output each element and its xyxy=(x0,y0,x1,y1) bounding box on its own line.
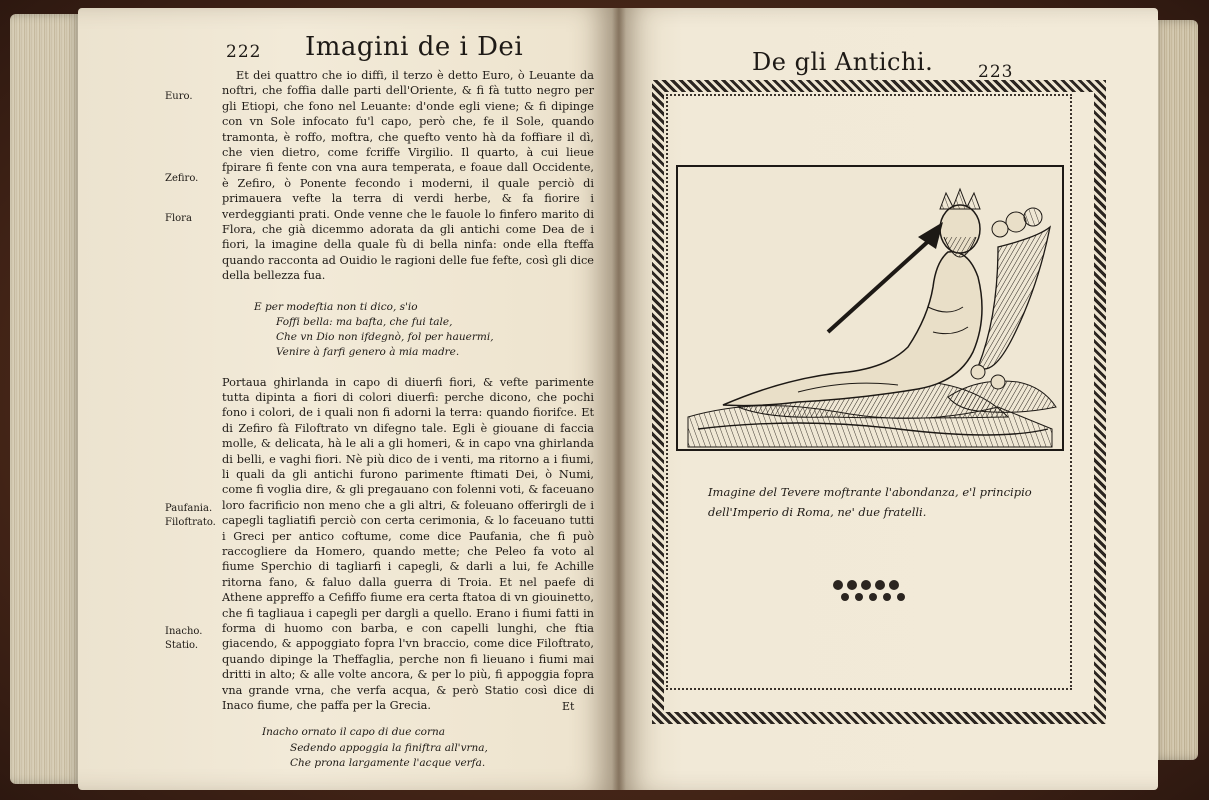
margin-note-euro: Euro. xyxy=(165,91,193,102)
verse-line: Venire à farfi genero à mia madre. xyxy=(276,346,460,359)
catchword: Et xyxy=(562,700,575,713)
margin-note-flora: Flora xyxy=(165,213,192,224)
verse-flora xyxy=(254,300,594,361)
verse-line: Che prona largamente l'acque verfa. xyxy=(290,756,486,769)
left-running-title: Imagini de i Dei xyxy=(305,32,524,62)
margin-note-statio: Statio. xyxy=(165,640,199,651)
book-gutter xyxy=(612,8,626,790)
verse-line: Che vn Dio non ifdegnò, fol per hauermi, xyxy=(276,331,494,344)
fleuron-ornament xyxy=(828,575,910,605)
illustration-caption: Imagine del Tevere moftrante l'abondanza, e'l principio dell'Imperio di Roma, ne' due fratelli. xyxy=(708,485,1032,519)
verse-line: Sedendo appoggia la finiftra all'vrna, xyxy=(290,741,488,754)
left-page-edges xyxy=(10,14,82,784)
woodcut-illustration-tiber xyxy=(676,165,1064,451)
left-page-body xyxy=(222,68,594,771)
river-god-figure xyxy=(678,167,1062,449)
paragraph-rivers: Portaua ghirlanda in capo di diuerfi fiori, & vefte parimente tutta dipinta a fiori di colori diuerfi: perche dicono, che pochi fono i colori, de i quali non fi adorni la terra: quando fiorifce. Et di Zefiro fà Filoftrato vn difegno tale. Egli è giouane di faccia molle, & delicata, hà le ali a gli homeri, & in capo vna ghirlanda di belli, e vaghi fiori. Nè più dico de i venti, ma ritorno a i fiumi, li quali da gli antichi furono parimente ftimati Dei, ò Numi, come fi voglia dire, & gli pregauano con folenni voti, & faceuano loro facrificio non meno che a gli altri, & foleuano offerirgli de i capegli tagliatifi perciò con certa cerimonia, & lo faceuano tutti i Greci per antico coftume, come dice Paufania, che fi può raccogliere da Homero, quando mette; che Peleo fa voto al fiume Sperchio di tagliarfi i capegli, & darli a lui, fe Achille ritorna fano, & faluo dalla guerra di Troia. Et nel paefe di Athene appreffo a Cefiffo fiume era certa ftatoa di vn giouinetto, che fi tagliaua i capegli per dargli a quello. Erano i fiumi fatti in forma di huomo con barba, e con capelli lunghi, che ftia giacendo, & appoggiato fopra l'vn braccio, come dice Filoftrato, quando dipinge la Theffaglia, perche non fi lieuano i fiumi mai dritti in alto; & alle volte ancora, & per lo più, fi appoggia fopra vna grande vrna, che verfa acqua, & però Statio così dice di Inaco fiume, che paffa per la Grecia. xyxy=(222,375,594,713)
left-page-number: 222 xyxy=(226,42,262,62)
margin-note-filostrato: Filoftrato. xyxy=(165,517,216,528)
margin-note-pausania: Paufania. xyxy=(165,503,213,514)
margin-note-inacho: Inacho. xyxy=(165,626,203,637)
verse-line: E per modeftia non ti dico, s'io xyxy=(254,300,418,313)
margin-note-zefiro: Zefiro. xyxy=(165,173,199,184)
verse-inacho xyxy=(262,725,594,771)
paragraph-winds: Et dei quattro che io diffi, il terzo è detto Euro, ò Leuante da noftri, che foffia dalle parti dell'Oriente, & fi fà tutto negro per gli Etiopi, che fono nel Leuante: d'onde egli viene; & fi dipinge con vn Sole infocato fu'l capo, però che, fe il Sole, quando tramonta, è roffo, moftra, che quefto vento hà da foffiare il dì, che vien dietro, come fcriffe Virgilio. Il quarto, à cui lieue fpirare fi fente con vna aura temperata, e foaue dall Occidente, è Zefiro, ò Ponente fecondo i moderni, il quale perciò di primauera vefte la terra di verdi herbe, & fa fiorire i verdeggianti prati. Onde venne che le fauole lo finfero marito di Flora, che già dicemmo adorata da gli antichi come Dea de i fiori, la imagine della quale fù di bella ninfa: onde ella fteffa quando racconta ad Ouidio le ragioni delle fue fefte, così gli dice della bellezza fua. xyxy=(222,69,594,283)
right-page-number: 223 xyxy=(978,62,1014,82)
verse-line: Foffi bella: ma bafta, che fui tale, xyxy=(276,315,453,328)
right-running-title: De gli Antichi. xyxy=(752,48,934,76)
verse-line: Inacho ornato il capo di due corna xyxy=(262,726,445,739)
